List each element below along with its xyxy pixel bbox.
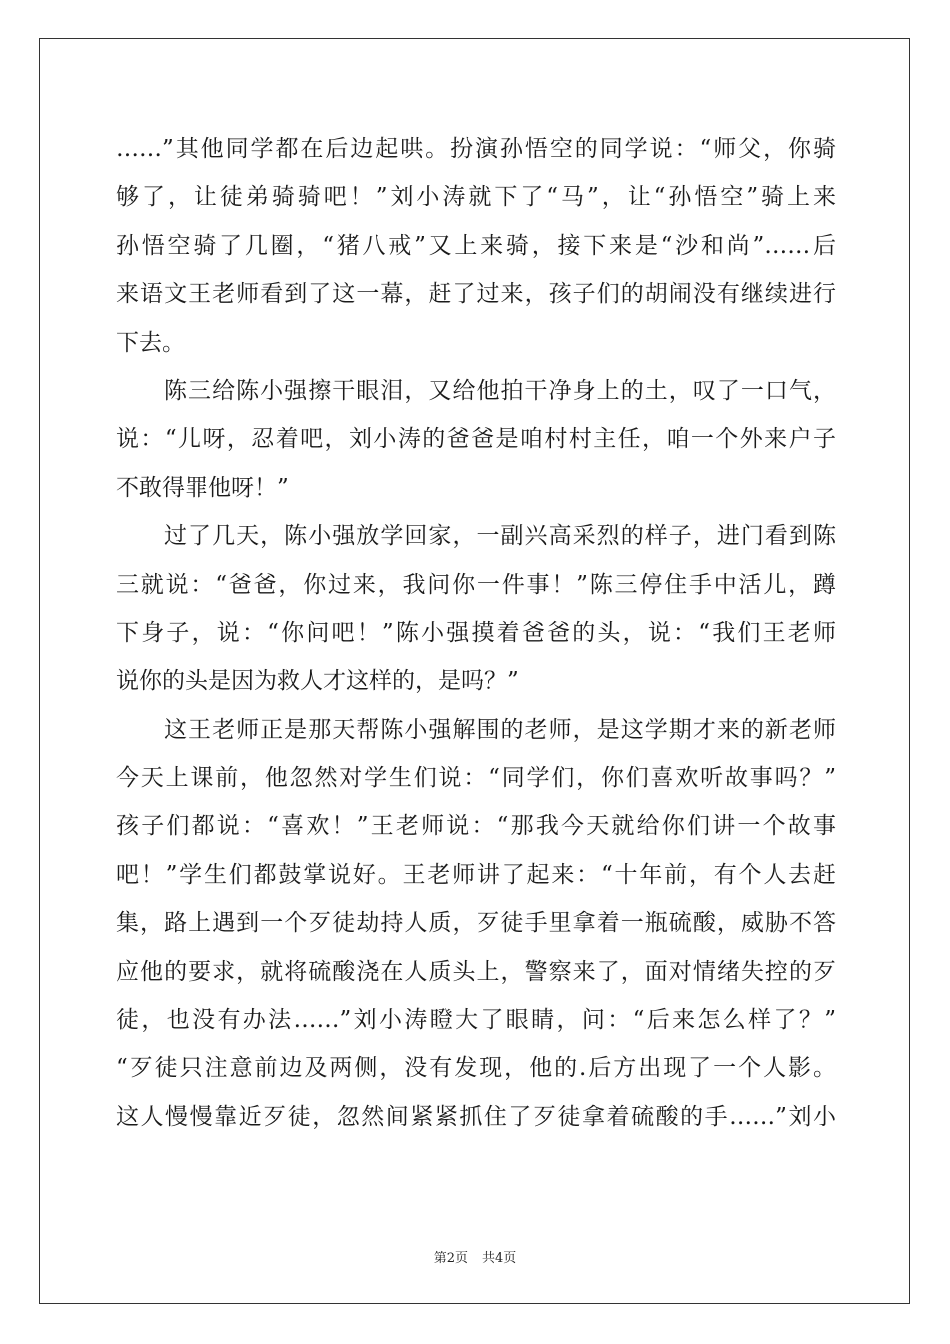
text-line: 三就说：“爸爸，你过来，我问你一件事！”陈三停住手中活儿，蹲 xyxy=(116,571,836,598)
paragraph-first-line: 这王老师正是那天帮陈小强解围的老师，是这学期才来的新老师 xyxy=(164,716,836,743)
paragraph-first-line: 陈三给陈小强擦干眼泪，又给他拍干净身上的土，叹了一口气， xyxy=(164,377,836,404)
document-body xyxy=(116,125,836,1141)
text-line: “歹徒只注意前边及两侧，没有发现，他的.后方出现了一个人影。 xyxy=(116,1055,836,1082)
text-line: 来语文王老师看到了这一幕，赶了过来，孩子们的胡闹没有继续进行 xyxy=(116,281,836,308)
text-line: 孙悟空骑了几圈，“猪八戒”又上来骑，接下来是“沙和尚”……后 xyxy=(116,232,836,259)
text-line: 孩子们都说：“喜欢！”王老师说：“那我今天就给你们讲一个故事 xyxy=(116,813,836,840)
text-line: ……”其他同学都在后边起哄。扮演孙悟空的同学说：“师父，你骑 xyxy=(116,136,836,162)
text-line: 吧！”学生们都鼓掌说好。王老师讲了起来：“十年前，有个人去赶 xyxy=(116,861,836,888)
text-line: 不敢得罪他呀！” xyxy=(116,474,289,501)
page-footer xyxy=(0,1247,950,1266)
text-line: 下身子，说：“你问吧！”陈小强摸着爸爸的头，说：“我们王老师 xyxy=(116,619,836,646)
paragraph-first-line: 过了几天，陈小强放学回家，一副兴高采烈的样子，进门看到陈 xyxy=(164,523,836,550)
text-line: 应他的要求，就将硫酸浇在人质头上，警察来了，面对情绪失控的歹 xyxy=(116,958,836,985)
text-line: 这人慢慢靠近歹徒，忽然间紧紧抓住了歹徒拿着硫酸的手……”刘小 xyxy=(116,1103,836,1130)
text-line: 下去。 xyxy=(116,329,185,356)
text-line: 够了，让徒弟骑骑吧！”刘小涛就下了“马”，让“孙悟空”骑上来 xyxy=(116,184,836,211)
total-pages-label: 共4页 xyxy=(482,1251,517,1266)
current-page-label: 第2页 xyxy=(433,1251,468,1266)
text-line: 说：“儿呀，忍着吧，刘小涛的爸爸是咱村村主任，咱一个外来户子 xyxy=(116,426,836,453)
text-line: 说你的头是因为救人才这样的，是吗？” xyxy=(116,668,519,695)
text-line: 今天上课前，他忽然对学生们说：“同学们，你们喜欢听故事吗？” xyxy=(116,765,836,792)
text-line: 徒，也没有办法……”刘小涛瞪大了眼睛，问：“后来怎么样了？” xyxy=(116,1007,836,1034)
text-line: 集，路上遇到一个歹徒劫持人质，歹徒手里拿着一瓶硫酸，威胁不答 xyxy=(116,910,836,937)
